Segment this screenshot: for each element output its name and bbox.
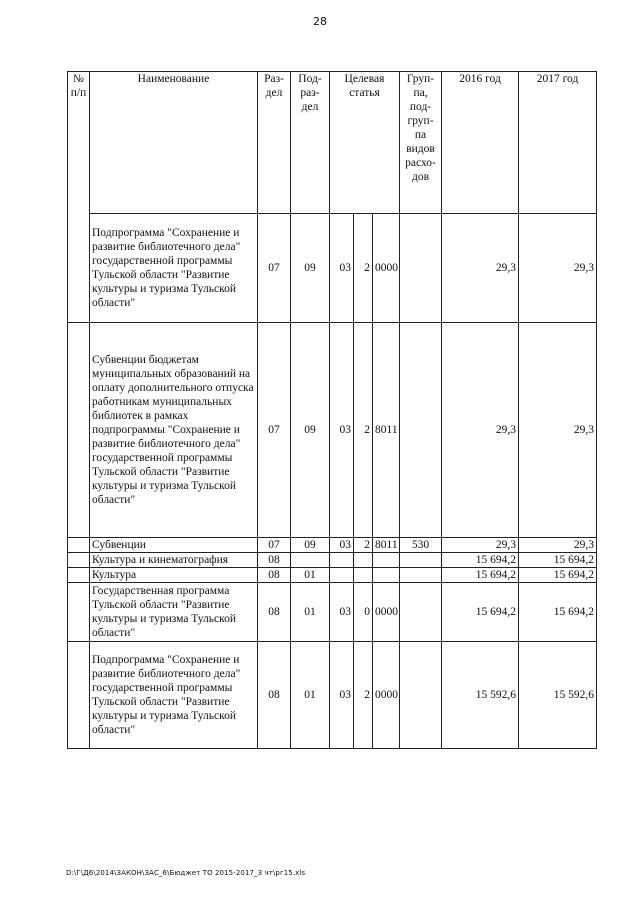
row-num-cell [68, 538, 90, 553]
header-name: Наименование [90, 72, 258, 214]
row-subsection-cell: 09 [291, 323, 330, 538]
row-2017-cell: 29,3 [519, 214, 597, 323]
page-number: 28 [313, 15, 327, 28]
header-section: Раз-дел [258, 72, 291, 214]
row-target-subprogram-cell: 2 [354, 323, 373, 538]
row-target-code-cell: 0000 [373, 583, 400, 642]
row-target-program-cell: 03 [330, 583, 354, 642]
row-name-cell: Субвенции бюджетам муниципальных образований на оплату дополнительного отпуска работникам муниципальных библиотек в рамках подпрограммы "Сохранение и развитие библиотечного дела" государственной программы Тульской области "Развитие культуры и туризма Тульской области" [90, 323, 258, 538]
row-num-cell [68, 553, 90, 568]
row-section-cell: 07 [258, 323, 291, 538]
row-subsection-cell [291, 553, 330, 568]
row-name-cell: Культура и кинематография [90, 553, 258, 568]
row-section-cell: 08 [258, 553, 291, 568]
row-subsection-cell: 09 [291, 538, 330, 553]
footer-file-path: D:\Г\Д6\2014\ЗАКОН\ЗАС_6\Бюджет ТО 2015-2017_3 чт\рг15.xls [66, 869, 306, 877]
row-num-cell [68, 642, 90, 749]
row-group-cell [400, 553, 442, 568]
row-section-cell: 07 [258, 538, 291, 553]
row-2016-cell: 15 592,6 [442, 642, 519, 749]
row-2017-cell: 15 694,2 [519, 553, 597, 568]
row-num-cell [68, 214, 90, 323]
row-name-cell: Государственная программа Тульской области "Развитие культуры и туризма Тульской области" [90, 583, 258, 642]
row-target-code-cell [373, 553, 400, 568]
row-subsection-cell: 01 [291, 642, 330, 749]
row-section-cell: 07 [258, 214, 291, 323]
header-subsection: Под-раз-дел [291, 72, 330, 214]
budget-table [67, 71, 597, 749]
row-name-cell: Субвенции [90, 538, 258, 553]
row-target-program-cell: 03 [330, 214, 354, 323]
row-2016-cell: 15 694,2 [442, 553, 519, 568]
row-target-program-cell: 03 [330, 538, 354, 553]
row-2016-cell: 29,3 [442, 323, 519, 538]
row-target-program-cell [330, 553, 354, 568]
row-2016-cell: 15 694,2 [442, 583, 519, 642]
header-group: Груп-па, под-груп-па видов расхо-дов [400, 72, 442, 214]
row-group-cell [400, 642, 442, 749]
row-subsection-cell: 09 [291, 214, 330, 323]
row-target-program-cell: 03 [330, 323, 354, 538]
row-num-cell [68, 583, 90, 642]
row-target-program-cell: 03 [330, 642, 354, 749]
row-target-subprogram-cell [354, 568, 373, 583]
row-target-code-cell: 8011 [373, 323, 400, 538]
row-target-code-cell: 8011 [373, 538, 400, 553]
row-group-cell [400, 583, 442, 642]
row-section-cell: 08 [258, 583, 291, 642]
row-2016-cell: 29,3 [442, 214, 519, 323]
row-group-cell [400, 323, 442, 538]
row-target-subprogram-cell: 2 [354, 538, 373, 553]
row-subsection-cell: 01 [291, 568, 330, 583]
row-target-program-cell [330, 568, 354, 583]
row-target-code-cell [373, 568, 400, 583]
row-num-cell [68, 568, 90, 583]
table-row [68, 568, 597, 583]
table-row [68, 323, 597, 538]
table-row [68, 538, 597, 553]
row-num-cell [68, 323, 90, 538]
row-section-cell: 08 [258, 568, 291, 583]
table-body [68, 214, 597, 749]
row-section-cell: 08 [258, 642, 291, 749]
row-group-cell [400, 568, 442, 583]
table-row [68, 214, 597, 323]
row-target-subprogram-cell: 2 [354, 214, 373, 323]
header-num: № п/п [68, 72, 90, 214]
row-2017-cell: 29,3 [519, 323, 597, 538]
row-target-subprogram-cell [354, 553, 373, 568]
row-group-cell [400, 214, 442, 323]
table-header-row [68, 72, 597, 214]
row-2017-cell: 15 592,6 [519, 642, 597, 749]
row-target-code-cell: 0000 [373, 214, 400, 323]
row-name-cell: Подпрограмма "Сохранение и развитие библиотечного дела" государственной программы Тульской области "Развитие культуры и туризма Тульской области" [90, 642, 258, 749]
row-2017-cell: 15 694,2 [519, 583, 597, 642]
row-subsection-cell: 01 [291, 583, 330, 642]
row-target-subprogram-cell: 2 [354, 642, 373, 749]
row-group-cell: 530 [400, 538, 442, 553]
table-row [68, 553, 597, 568]
row-target-code-cell: 0000 [373, 642, 400, 749]
table-row [68, 583, 597, 642]
row-target-subprogram-cell: 0 [354, 583, 373, 642]
row-2017-cell: 29,3 [519, 538, 597, 553]
row-name-cell: Культура [90, 568, 258, 583]
row-2016-cell: 15 694,2 [442, 568, 519, 583]
table-row [68, 642, 597, 749]
header-2017: 2017 год [519, 72, 597, 214]
header-2016: 2016 год [442, 72, 519, 214]
header-target: Целевая статья [330, 72, 400, 214]
row-2016-cell: 29,3 [442, 538, 519, 553]
row-name-cell: Подпрограмма "Сохранение и развитие библиотечного дела" государственной программы Тульской области "Развитие культуры и туризма Тульской области" [90, 214, 258, 323]
row-2017-cell: 15 694,2 [519, 568, 597, 583]
